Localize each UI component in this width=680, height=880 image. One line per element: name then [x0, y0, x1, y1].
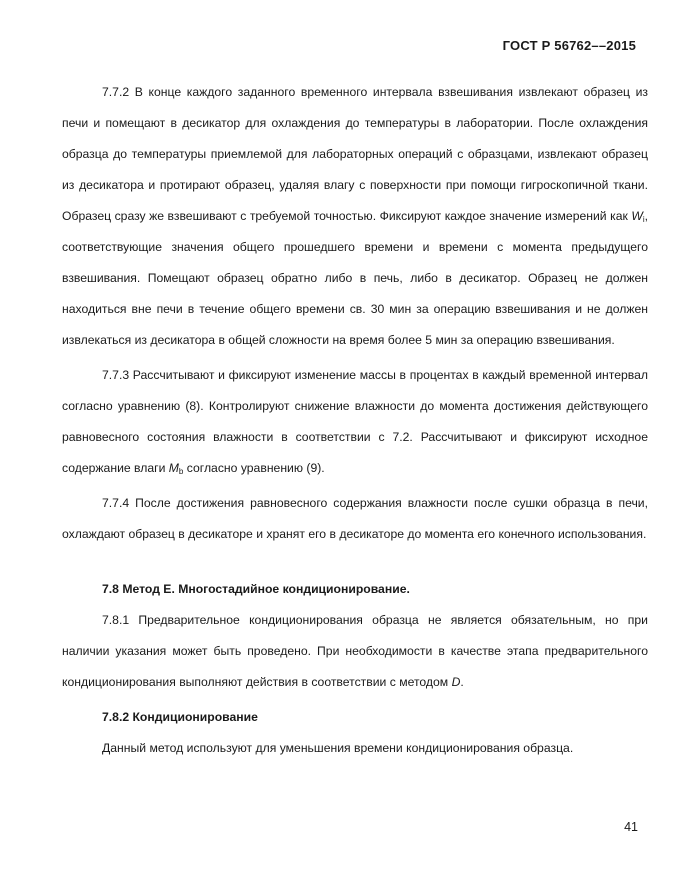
- variable-m-subscript: b: [178, 467, 184, 476]
- paragraph-7-7-3-text-b: согласно уравнению (9).: [183, 461, 325, 475]
- paragraph-7-7-4: 7.7.4 После достижения равновесного содержания влажности после сушки образца в печи, охлаждают образец в десикаторе и хранят его в десикаторе до момента его конечного использования.: [62, 496, 648, 541]
- paragraph-7-8-1-text-a: 7.8.1 Предварительное кондиционирования образца не является обязательным, но при наличии указания может быть проведено. При необходимости в качестве этапа предварительного кондиционирования выполняют действия в соответствии с методом: [62, 613, 648, 689]
- paragraph-7-7-3: [62, 360, 648, 484]
- paragraph-7-7-3-text-a: 7.7.3 Рассчитывают и фиксируют изменение массы в процентах в каждый временной интервал согласно уравнению (8). Контролируют снижение влажности до момента достижения действующего равновесного состояния влажности в соответствии с 7.2. Рассчитывают и фиксируют исходное содержание влаги: [62, 368, 648, 475]
- variable-d: D: [451, 675, 461, 689]
- paragraph-7-8-2: Данный метод используют для уменьшения времени кондиционирования образца.: [102, 741, 574, 755]
- variable-m: M: [168, 461, 179, 475]
- paragraph-7-7-2-text-a: 7.7.2 В конце каждого заданного временного интервала взвешивания извлекают образец из печи и помещают в десикатор для охлаждения до температуры в лаборатории. После охлаждения образца до температуры приемлемой для лабораторных операций с образцами, извлекают образец из десикатора и протирают образец, удаляя влагу с поверхности при помощи гигроскопичной ткани. Образец сразу же взвешивают с требуемой точностью. Фиксируют каждое значение измерений как: [62, 85, 648, 223]
- paragraph-7-7-2: [62, 77, 648, 356]
- variable-w: W: [631, 209, 643, 223]
- document-body: [62, 77, 648, 768]
- section-heading-7-8-2: 7.8.2 Кондиционирование: [102, 710, 258, 724]
- page-number: 41: [624, 820, 638, 834]
- document-code-header: ГОСТ Р 56762––2015: [502, 38, 636, 53]
- section-spacer: [62, 550, 648, 574]
- variable-w-subscript: i: [642, 215, 645, 224]
- section-heading-7-8: 7.8 Метод Е. Многостадийное кондиционирование.: [102, 582, 410, 596]
- paragraph-7-7-2-text-b: , соответствующие значения общего прошедшего времени и времени с момента предыдущего взвешивания. Помещают образец обратно либо в печь, либо в десикатор. Образец не должен находиться вне печи в течение общего времени св. 30 мин за операцию взвешивания и не должен извлекаться из десикатора в общей сложности на время более 5 мин за операцию взвешивания.: [62, 209, 648, 347]
- paragraph-7-8-1: [62, 605, 648, 698]
- paragraph-7-8-1-text-b: .: [460, 675, 464, 689]
